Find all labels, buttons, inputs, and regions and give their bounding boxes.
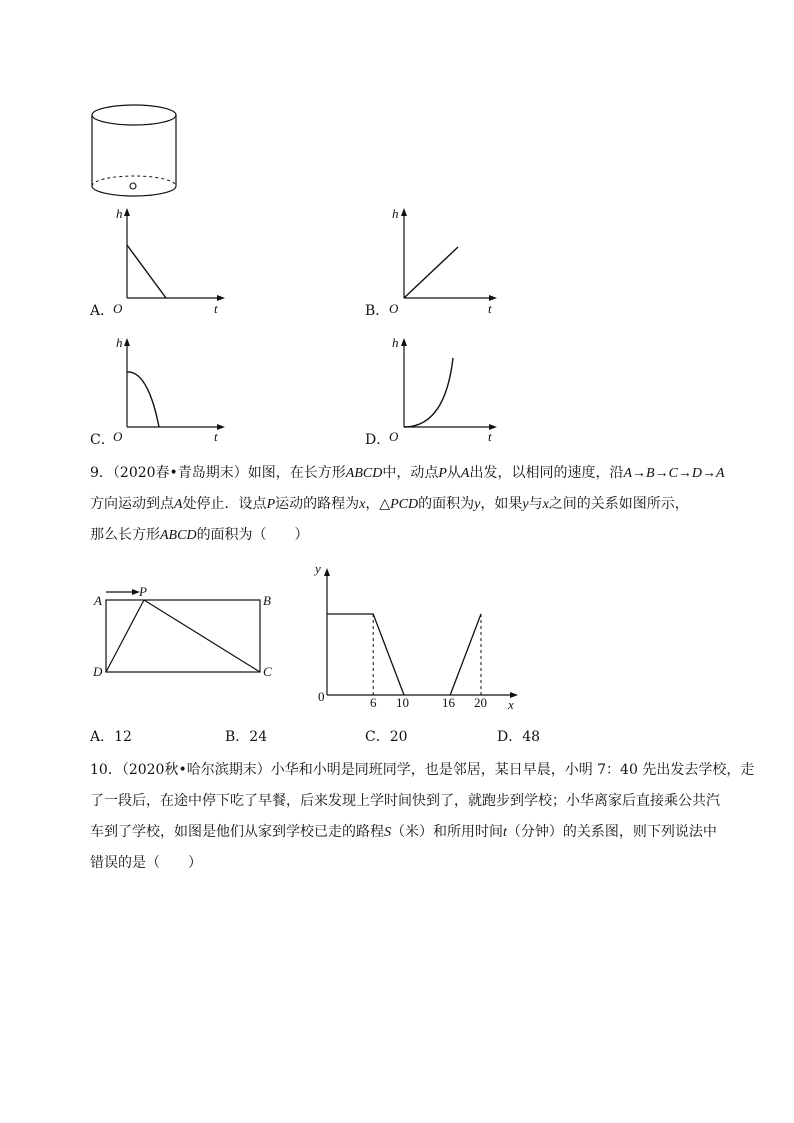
q10-line-1: 10．（2020秋•哈尔滨期末）小华和小明是同班同学，也是邻居，某日早晨，小明 7：40 先出发去学校，走 [90,762,755,778]
option-d-letter: D． [365,432,391,448]
q9-choice-c: C．20 [365,729,408,745]
q10-line-2: 了一段后，在途中停下吃了早餐，后来发现上学时间快到了，就跑步到学校；小华离家后直接乘公共汽 [90,793,720,809]
q9-line-1: 9．（2020春•青岛期末）如图，在长方形ABCD中，动点P从A出发，以相同的速度，沿A→B→C→D→A [90,465,725,481]
label-a: A [94,593,102,608]
q9-choice-d: D．48 [497,729,541,745]
option-c-h-label: h [116,335,123,350]
tick-16: 16 [442,695,455,710]
option-a-letter: A． [90,303,115,319]
label-p: P [139,584,147,599]
graph-y-label: y [315,561,321,576]
option-d-origin: O [389,429,399,444]
option-b-h-label: h [392,206,399,221]
label-d: D [93,664,103,679]
label-c: C [263,664,272,679]
option-b-letter: B． [365,303,390,319]
option-a-t-label: t [214,301,218,316]
option-c-origin: O [113,429,123,444]
option-c-t-label: t [214,429,218,444]
tick-20: 20 [474,695,487,710]
option-c-letter: C． [90,432,115,448]
option-a-h-label: h [116,206,123,221]
option-b-t-label: t [488,301,492,316]
graph-x-label: x [508,697,514,712]
q9-choice-b: B．24 [225,729,268,745]
option-a-origin: O [113,301,123,316]
graph-function-left [327,614,404,695]
q10-line-4: 错误的是（ ） [90,855,202,871]
graph-origin: 0 [318,689,325,704]
q10-line-3: 车到了学校，如图是他们从家到学校已走的路程S（米）和所用时间t（分钟）的关系图，则下列说法中 [90,824,717,840]
graph-function-right [450,614,481,695]
q9-choice-a: A．12 [90,729,132,745]
label-b: B [263,593,271,608]
q9-line-2: 方向运动到点A处停止．设点P运动的路程为x，△PCD的面积为y，如果y与x之间的关系如图所示， [90,496,689,512]
tick-6: 6 [370,695,377,710]
option-d-h-label: h [392,335,399,350]
q9-number-source: 9．（2020春•青岛期末）如图，在长方形 [90,465,346,481]
q9-line-3: 那么长方形ABCD的面积为（ ） [90,527,309,543]
option-b-origin: O [389,301,399,316]
tick-10: 10 [396,695,409,710]
option-d-t-label: t [488,429,492,444]
